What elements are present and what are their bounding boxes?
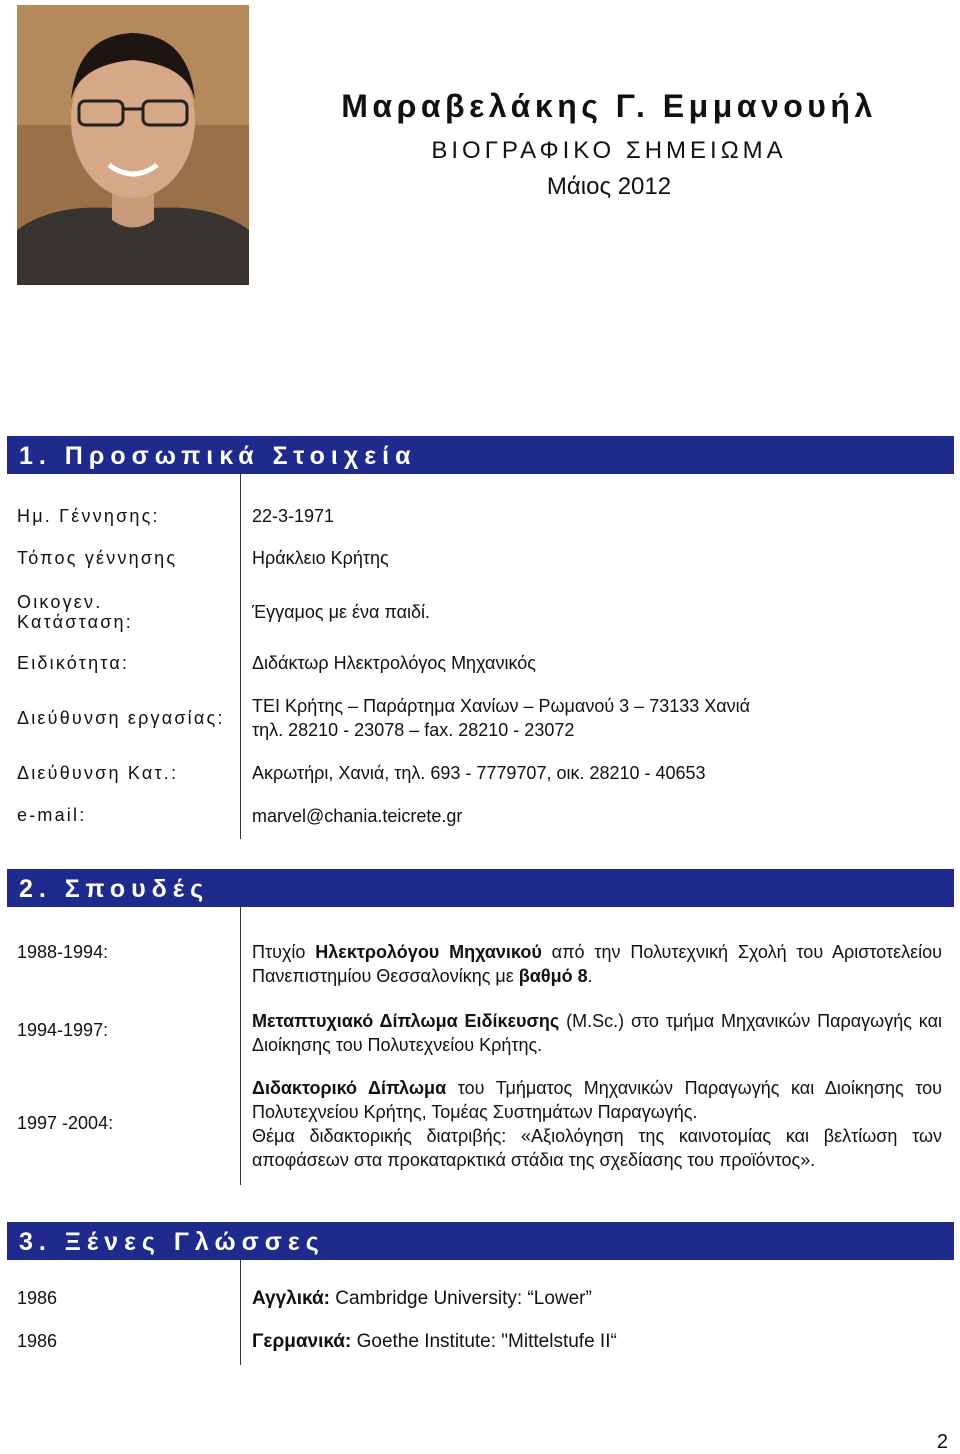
document-date: Μάιος 2012 (546, 173, 672, 200)
specialty-label: Ειδικότητα: (17, 653, 130, 673)
birthplace-value: Ηράκλειο Κρήτης (252, 548, 389, 568)
language-year-2: 1986 (17, 1331, 58, 1351)
study-entry-3: Διδακτορικό Δίπλωμα του Τμήματος Μηχανικών Παραγωγής και Διοίκησης του Πολυτεχνείου Κρήτης, Τομέας Συστημάτων Παραγωγής. Θέμα διδακτορικής διατριβής: «Αξιολόγηση της καινοτομίας και βελτίωση των αποφάσεων στα προκαταρκτικά στάδια της σχεδίασης του προϊόντος». (252, 1078, 942, 1170)
person-name: Μαραβελάκης Γ. Εμμανουήλ (341, 88, 877, 124)
section-personal-header: 1. Προσωπικά Στοιχεία (7, 436, 954, 474)
study-period-1: 1988-1994: (17, 942, 109, 962)
study-entry-1: Πτυχίο Ηλεκτρολόγου Μηχανικού από την Πολυτεχνική Σχολή του Αριστοτελείου Πανεπιστημίου Θεσσαλονίκης με βαθμό 8. (252, 942, 942, 986)
page-number: 2 (936, 1431, 948, 1453)
email-label: e-mail: (17, 805, 87, 825)
section-languages-header: 3. Ξένες Γλώσσες (7, 1222, 954, 1260)
specialty-value: Διδάκτωρ Ηλεκτρολόγος Μηχανικός (252, 653, 536, 673)
birthplace-label: Τόπος γέννησης (17, 548, 178, 568)
marital-label-2: Κατάσταση: (17, 612, 133, 632)
study-entry-2: Μεταπτυχιακό Δίπλωμα Ειδίκευσης (M.Sc.) στο τμήμα Μηχανικών Παραγωγής και Διοίκησης του Πολυτεχνείου Κρήτης. (252, 1011, 942, 1055)
language-year-1: 1986 (17, 1288, 58, 1308)
section-divider (240, 907, 241, 1185)
email-value[interactable]: marvel@chania.teicrete.gr (252, 806, 463, 826)
section-divider (240, 1260, 241, 1365)
language-entry-english: Αγγλικά: Cambridge University: “Lower” (252, 1288, 592, 1309)
section-divider (240, 474, 241, 839)
birthdate-value: 22-3-1971 (252, 506, 335, 526)
profile-photo (17, 5, 249, 285)
work-phone-value: τηλ. 28210 - 23078 – fax. 28210 - 23072 (252, 720, 575, 740)
work-address-value: ΤΕΙ Κρήτης – Παράρτημα Χανίων – Ρωμανού 3 – 73133 Χανιά (252, 696, 751, 716)
home-address-value: Ακρωτήρι, Χανιά, τηλ. 693 - 7779707, οικ. 28210 - 40653 (252, 763, 706, 783)
language-entry-german: Γερμανικά: Goethe Institute: "Mittelstufe II“ (252, 1331, 617, 1352)
home-address-label: Διεύθυνση Κατ.: (17, 763, 179, 783)
study-period-3: 1997 -2004: (17, 1113, 114, 1133)
marital-label: Οικογεν. (17, 592, 103, 612)
marital-value: Έγγαμος με ένα παιδί. (252, 602, 430, 622)
section-studies-header: 2. Σπουδές (7, 869, 954, 907)
document-subtitle: ΒΙΟΓΡΑΦΙΚΟ ΣΗΜΕΙΩΜΑ (431, 137, 787, 164)
person-photo-icon (17, 5, 249, 285)
birthdate-label: Ημ. Γέννησης: (17, 506, 160, 526)
work-address-label: Διεύθυνση εργασίας: (17, 708, 225, 728)
study-period-2: 1994-1997: (17, 1020, 109, 1040)
